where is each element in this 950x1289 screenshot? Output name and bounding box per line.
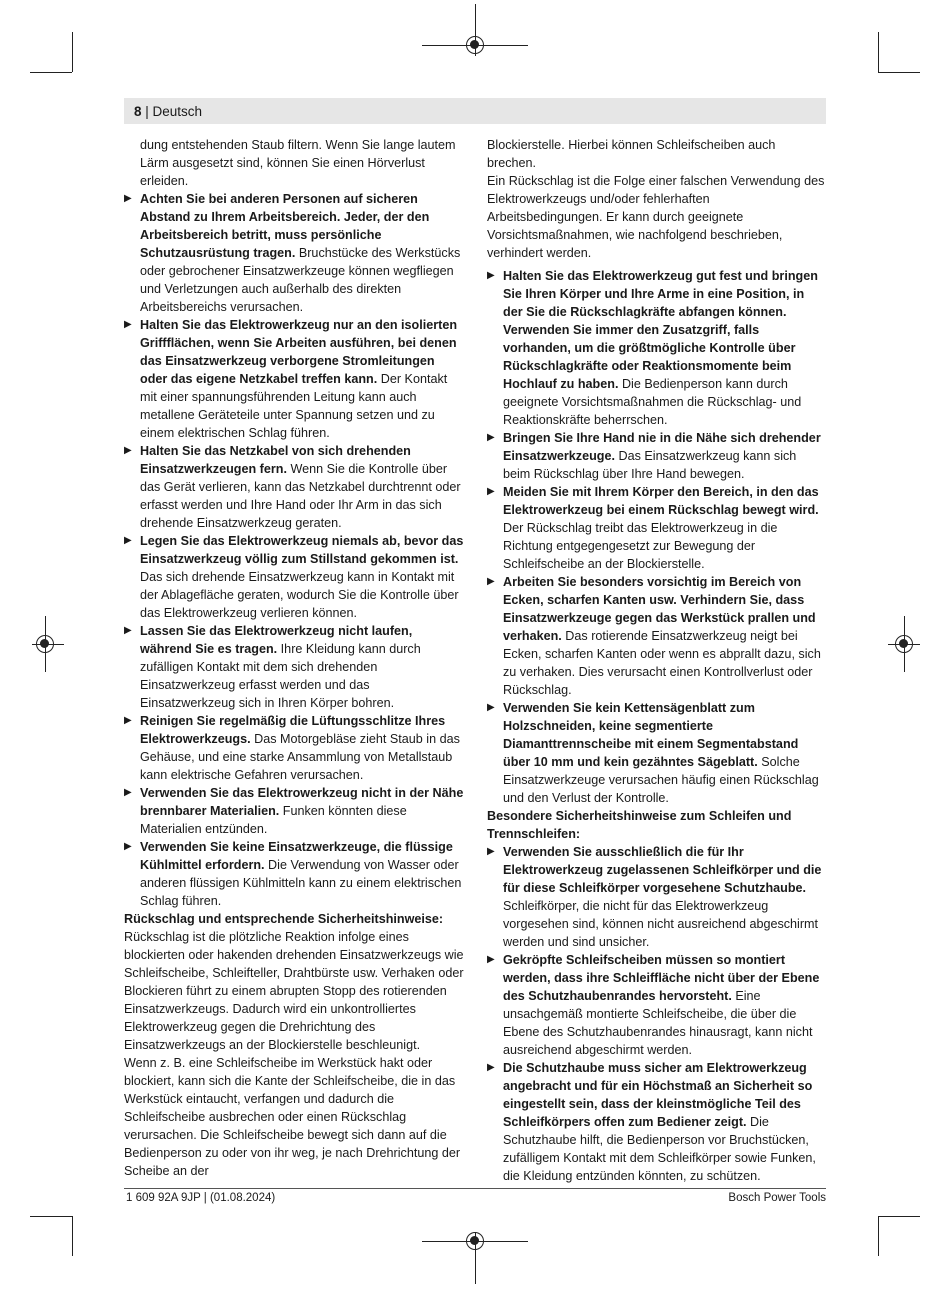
left-column [124,136,464,1180]
footer-doc-number: 1 609 92A 9JP | (01.08.2024) [126,1192,276,1204]
bullet-arrow-icon: ▶ [124,445,132,456]
bullet-text: Das sich drehende Einsatzwerkzeug kann in Kontakt mit der Ablagefläche geraten, wodurch Sie die Kontrolle über das Elektrowerkzeug verlieren können. [140,570,459,620]
bullet-item [487,951,827,1059]
bullet-text: Funken könnten diese Materialien entzünden. [140,804,407,836]
bullet-item [487,699,827,807]
paragraph: Rückschlag ist die plötzliche Reaktion infolge eines blockierten oder hakenden drehenden Einsatzwerkzeugs wie Schleifscheibe, Schleifteller, Drahtbürste usw. Verhaken oder Blockieren führt zu einem abrupten Stopp des rotierenden Einsatzwerkzeugs. Dadurch wird ein unkontrolliertes Elektrowerkzeug gegen die Drehrichtung des Einsatzwerkzeugs an der Blockierstelle beschleunigt. [124,930,464,1052]
bullet-bold-text: Legen Sie das Elektrowerkzeug niemals ab, bevor das Einsatzwerkzeug völlig zum Stillstand gekommen ist. [140,534,464,566]
bullet-text: Der Kontakt mit einer spannungsführenden Leitung kann auch metallene Geräteteile unter Spannung setzen und zu einem elektrischen Schlag führen. [140,372,448,440]
bullet-bold-text: Halten Sie das Netzkabel von sich drehenden Einsatzwerkzeugen fern. [140,444,411,476]
bullet-text: Bruchstücke des Werkstücks oder gebrochener Einsatzwerkzeuge können wegfliegen und Verletzungen auch außerhalb des direkten Arbeitsbereichs verursachen. [140,246,461,314]
crop-mark [878,1216,879,1256]
bullet-bold-text: Meiden Sie mit Ihrem Körper den Bereich, in den das Elektrowerkzeug bei einem Rückschlag bewegt wird. [503,485,819,517]
right-column [487,136,827,1185]
crop-mark [30,1216,72,1217]
bullet-bold-text: Verwenden Sie das Elektrowerkzeug nicht in der Nähe brennbarer Materialien. [140,786,464,818]
bullet-bold-text: Die Schutzhaube muss sicher am Elektrowerkzeug angebracht und für ein Höchstmaß an Sicherheit so eingestellt sein, dass der kleinstmögliche Teil des Schleifkörpers offen zum Bediener zeigt. [503,1061,813,1129]
bullet-item [124,442,464,532]
bullet-item [124,532,464,622]
bullet-arrow-icon: ▶ [124,715,132,726]
footer-brand: Bosch Power Tools [728,1192,826,1204]
bullet-text: Das rotierende Einsatzwerkzeug neigt bei Ecken, scharfen Kanten oder wenn es abprallt dazu, sich zu verhaken. Dies verursacht einen Kontrollverlust oder Rückschlag. [503,629,821,697]
section-language: Deutsch [152,104,203,119]
section-heading: Rückschlag und entsprechende Sicherheitshinweise: [124,912,444,926]
bullet-item [124,838,464,910]
bullet-item [487,573,827,699]
paragraph: Ein Rückschlag ist die Folge einer falschen Verwendung des Elektrowerkzeugs und/oder fehlerhaften Arbeitsbedingungen. Er kann durch geeignete Vorsichtsmaßnahmen, wie nachfolgend beschrieben, verhindert werden. [487,174,825,260]
bullet-item [124,190,464,316]
bullet-text: Die Schutzhaube hilft, die Bedienperson vor Bruchstücken, zufälligem Kontakt mit dem Schleifkörper sowie Funken, die Kleidung entzünden könnten, zu schützen. [503,1115,816,1183]
registration-mark-icon [466,1232,484,1250]
crop-mark [30,72,72,73]
crop-mark [72,1216,73,1256]
bullet-bold-text: Bringen Sie Ihre Hand nie in die Nähe sich drehender Einsatzwerkzeuge. [503,431,821,463]
bullet-text: Die Bedienperson kann durch geeignete Vorsichtsmaßnahmen die Rückschlag- und Reaktionskräfte beherrschen. [503,377,802,427]
bullet-text: Wenn Sie die Kontrolle über das Gerät verlieren, kann das Netzkabel durchtrennt oder erfasst werden und Ihre Hand oder Ihr Arm in das sich drehende Einsatzwerkzeug geraten. [140,462,461,530]
crop-mark [878,1216,920,1217]
page-header [124,98,826,124]
bullet-item [487,483,827,573]
bullet-item [487,843,827,951]
bullet-bold-text: Reinigen Sie regelmäßig die Lüftungsschlitze Ihres Elektrowerkzeugs. [140,714,446,746]
bullet-arrow-icon: ▶ [124,193,132,204]
registration-mark-icon [895,635,913,653]
registration-mark-icon [466,36,484,54]
bullet-bold-text: Halten Sie das Elektrowerkzeug gut fest und bringen Sie Ihren Körper und Ihre Arme in eine Position, in der Sie die Rückschlagkräfte abfangen können. Verwenden Sie immer den Zusatzgriff, falls vorhanden, um die größtmögliche Kontrolle über Rückschlagkräfte oder Reaktionsmomente beim Hochlauf zu haben. [503,269,818,391]
bullet-item [487,429,827,483]
bullet-text: Schleifkörper, die nicht für das Elektrowerkzeug vorgesehen sind, können nicht ausreichend abgeschirmt werden und sind unsicher. [503,899,819,949]
bullet-item [124,316,464,442]
bullet-text: Ihre Kleidung kann durch zufälligen Kontakt mit dem sich drehenden Einsatzwerkzeug erfasst werden und das Einsatzwerkzeug sich in Ihren Körper bohren. [140,642,421,710]
paragraph: Wenn z. B. eine Schleifscheibe im Werkstück hakt oder blockiert, kann sich die Kante der Schleifscheibe, die in das Werkstück eintaucht, verfangen und dadurch die Schleifscheibe ausbrechen oder einen Rückschlag verursachen. Die Schleifscheibe bewegt sich dann auf die Bedienperson zu oder von ihr weg, je nach Drehrichtung der Scheibe an der [124,1056,461,1178]
bullet-item [124,712,464,784]
crop-mark [72,32,73,72]
bullet-list [487,843,827,1185]
bullet-arrow-icon: ▶ [487,270,495,281]
registration-mark-icon [36,635,54,653]
continuation-text: dung entstehenden Staub filtern. Wenn Sie lange lautem Lärm ausgesetzt sind, können Sie einen Hörverlust erleiden. [140,138,456,188]
bullet-text: Eine unsachgemäß montierte Schleifscheibe, die über die Ebene des Schutzhaubenrandes hinausragt, kann nicht ausreichend abgeschirmt werden. [503,989,813,1057]
bullet-text: Die Verwendung von Wasser oder anderen flüssigen Kühlmitteln kann zu einem elektrischen Schlag führen. [140,858,462,908]
bullet-arrow-icon: ▶ [487,576,495,587]
bullet-arrow-icon: ▶ [487,702,495,713]
page-header-text: 8 | Deutsch [134,104,203,119]
bullet-bold-text: Verwenden Sie keine Einsatzwerkzeuge, die flüssige Kühlmittel erfordern. [140,840,453,872]
bullet-bold-text: Arbeiten Sie besonders vorsichtig im Bereich von Ecken, scharfen Kanten usw. Verhindern Sie, dass Einsatzwerkzeuge gegen das Werkstück prallen und verhaken. [503,575,816,643]
bullet-bold-text: Gekröpfte Schleifscheiben müssen so montiert werden, dass ihre Schleiffläche nicht über der Ebene des Schutzhaubenrandes hervorsteht. [503,953,820,1003]
bullet-text: Der Rückschlag treibt das Elektrowerkzeug in die Richtung entgegengesetzt zur Bewegung der Schleifscheibe an der Blockierstelle. [503,521,778,571]
bullet-arrow-icon: ▶ [487,1062,495,1073]
footer-divider [124,1188,826,1189]
bullet-item [487,267,827,429]
bullet-text: Das Einsatzwerkzeug kann sich beim Rückschlag über Ihre Hand bewegen. [503,449,797,481]
bullet-item [124,784,464,838]
bullet-item [124,622,464,712]
bullet-bold-text: Halten Sie das Elektrowerkzeug nur an den isolierten Griffflächen, wenn Sie Arbeiten ausführen, bei denen das Einsatzwerkzeug verborgene Stromleitungen oder das eigene Netzkabel treffen kann. [140,318,458,386]
bullet-bold-text: Verwenden Sie ausschließlich die für Ihr Elektrowerkzeug zugelassenen Schleifkörper und die für diese Schleifkörper vorgesehene Schutzhaube. [503,845,822,895]
bullet-list [124,190,464,910]
bullet-arrow-icon: ▶ [487,954,495,965]
crop-mark [878,72,920,73]
continuation-text: Blockierstelle. Hierbei können Schleifscheiben auch brechen. [487,138,776,170]
bullet-text: Das Motorgebläse zieht Staub in das Gehäuse, und eine starke Ansammlung von Metallstaub kann elektrische Gefahren verursachen. [140,732,460,782]
bullet-arrow-icon: ▶ [124,625,132,636]
bullet-arrow-icon: ▶ [124,841,132,852]
bullet-list [487,267,827,807]
bullet-bold-text: Achten Sie bei anderen Personen auf sicheren Abstand zu Ihrem Arbeitsbereich. Jeder, der den Arbeitsbereich betritt, muss persönliche Schutzausrüstung tragen. [140,192,430,260]
bullet-arrow-icon: ▶ [487,432,495,443]
bullet-text: Solche Einsatzwerkzeuge verursachen häufig einen Rückschlag und den Verlust der Kontrolle. [503,755,819,805]
bullet-bold-text: Lassen Sie das Elektrowerkzeug nicht laufen, während Sie es tragen. [140,624,413,656]
bullet-arrow-icon: ▶ [124,319,132,330]
bullet-item [487,1059,827,1185]
bullet-arrow-icon: ▶ [487,846,495,857]
crop-mark [878,32,879,72]
bullet-arrow-icon: ▶ [487,486,495,497]
page-number: 8 [134,104,142,119]
bullet-arrow-icon: ▶ [124,535,132,546]
section-heading: Besondere Sicherheitshinweise zum Schleifen und Trennschleifen: [487,809,792,841]
bullet-arrow-icon: ▶ [124,787,132,798]
bullet-bold-text: Verwenden Sie kein Kettensägenblatt zum Holzschneiden, keine segmentierte Diamanttrennscheibe mit einem Segmentabstand über 10 mm und kein gezähntes Sägeblatt. [503,701,799,769]
